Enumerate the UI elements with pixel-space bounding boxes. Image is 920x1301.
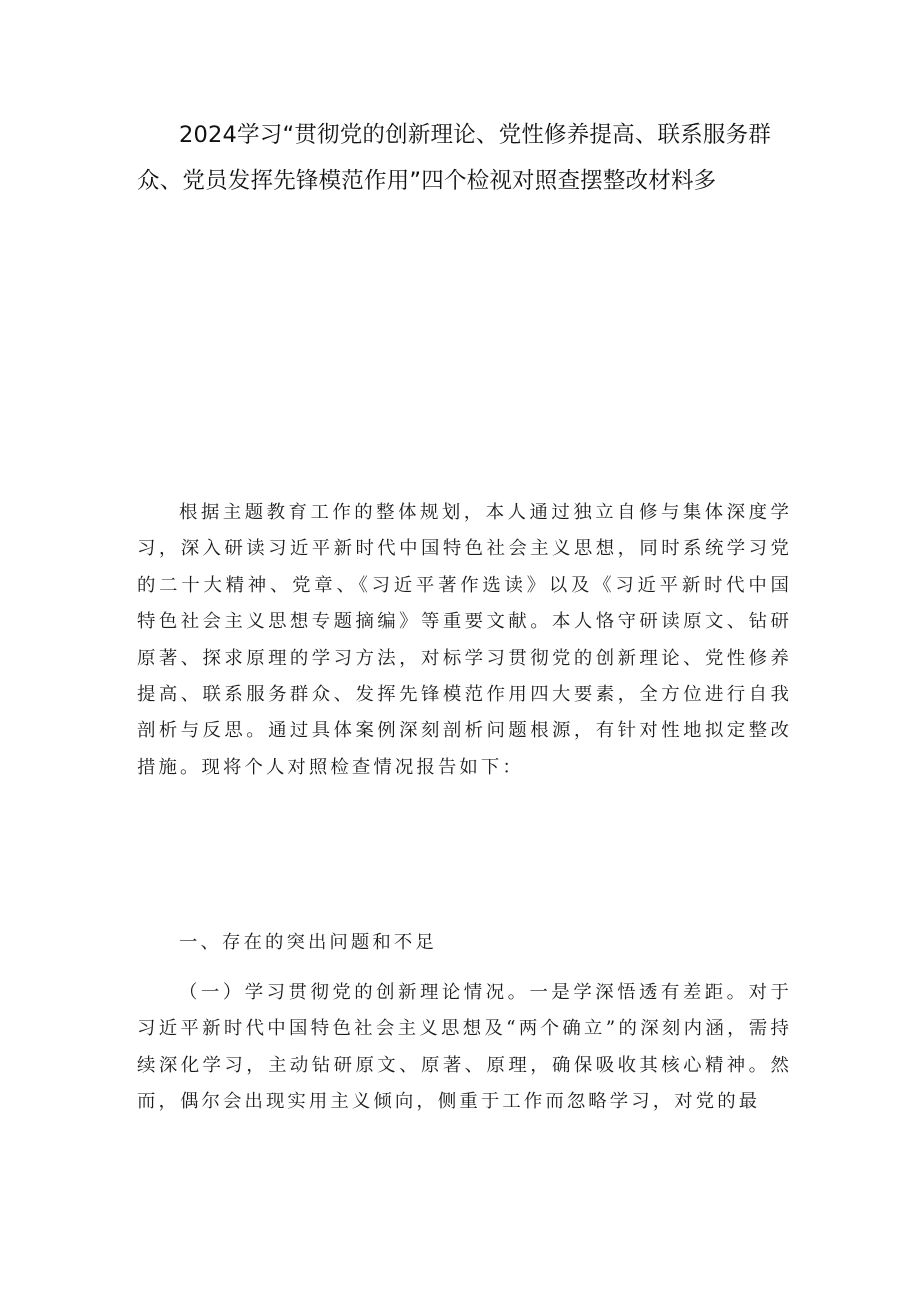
intro-paragraph: 根据主题教育工作的整体规划，本人通过独立自修与集体深度学习，深入研读习近平新时代中国特色社会主义思想，同时系统学习党的二十大精神、党章、《习近平著作选读》以及《习近平新时代中国特色社会主义思想专题摘编》等重要文献。本人恪守研读原文、钻研原著、探求原理的学习方法，对标学习贯彻党的创新理论、党性修养提高、联系服务群众、发挥先锋模范作用四大要素，全方位进行自我剖析与反思。通过具体案例深刻剖析问题根源，有针对性地拟定整改措施。现将个人对照检查情况报告如下： <box>137 502 792 778</box>
document-title: 2024学习“贯彻党的创新理论、党性修养提高、联系服务群众、党员发挥先锋模范作用”四个检视对照查摆整改材料多 <box>137 122 772 194</box>
section-heading: 一、存在的突出问题和不足 <box>179 932 437 953</box>
section-paragraph: （一）学习贯彻党的创新理论情况。一是学深悟透有差距。对于习近平新时代中国特色社会主义思想及“两个确立”的深刻内涵，需持续深化学习，主动钻研原文、原著、原理，确保吸收其核心精神。然而，偶尔会出现实用主义倾向，侧重于工作而忽略学习，对党的最 <box>137 982 792 1113</box>
